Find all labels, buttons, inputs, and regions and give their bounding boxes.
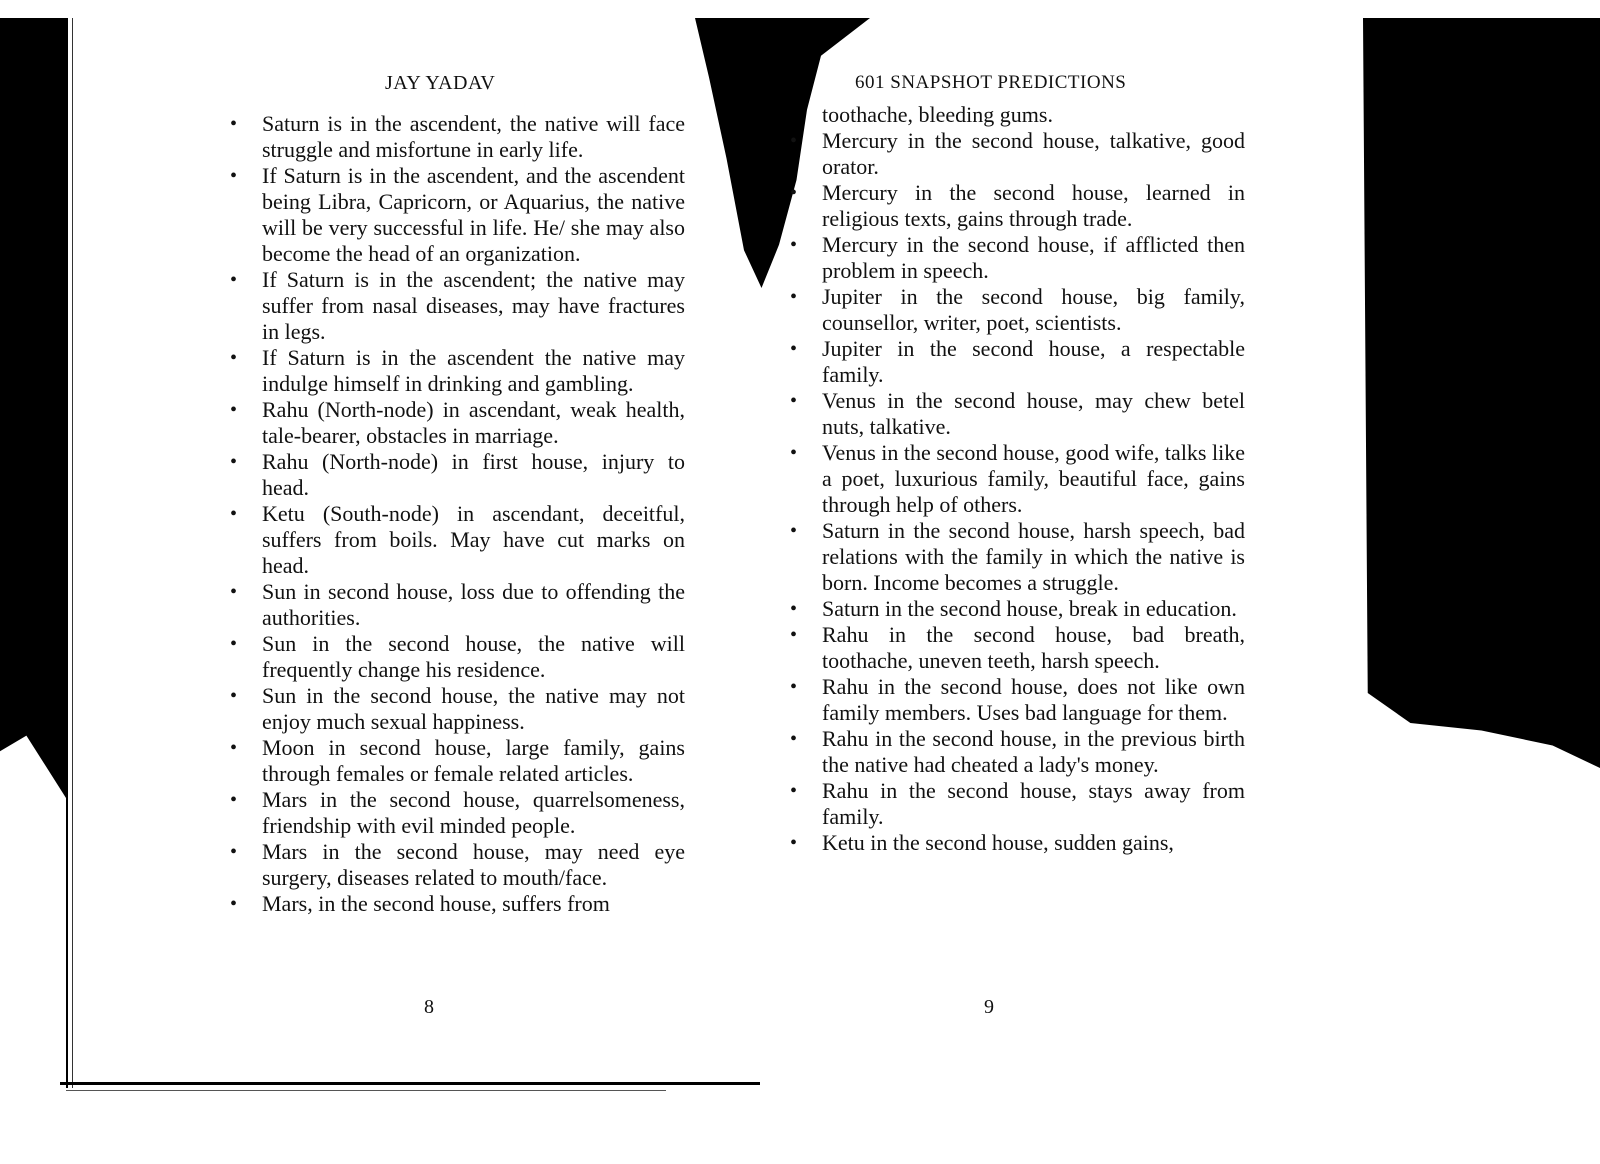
- scan-bottom-edge: [66, 1090, 666, 1091]
- list-item: [790, 830, 1245, 856]
- running-head: 601 SNAPSHOT PREDICTIONS: [855, 72, 1127, 93]
- page-number: 9: [984, 996, 994, 1018]
- list-item-text: • If Saturn is in the ascendent; the native may suffer from nasal diseases, may have fractures in legs.: [262, 267, 685, 344]
- list-item-text: • If Saturn is in the ascendent the native may indulge himself in drinking and gambling.: [262, 345, 685, 396]
- bullet-list: [790, 102, 1245, 856]
- list-item: [790, 726, 1245, 778]
- list-item: [230, 787, 685, 839]
- list-item: [230, 579, 685, 631]
- list-item: [790, 180, 1245, 232]
- list-item-text: • Jupiter in the second house, a respectable family.: [822, 336, 1245, 387]
- list-item: [790, 388, 1245, 440]
- list-item-text: • Rahu in the second house, in the previous birth the native had cheated a lady's money.: [822, 726, 1245, 777]
- page-number: 8: [424, 996, 434, 1018]
- list-item: [230, 267, 685, 345]
- list-item-text: • Mercury in the second house, if afflicted then problem in speech.: [822, 232, 1245, 283]
- list-item: [230, 345, 685, 397]
- list-item-text: • Venus in the second house, may chew betel nuts, talkative.: [822, 388, 1245, 439]
- list-item-text: • Mars in the second house, may need eye surgery, diseases related to mouth/face.: [262, 839, 685, 890]
- list-item: [230, 631, 685, 683]
- list-item: [230, 163, 685, 267]
- scan-bottom-edge: [60, 1082, 760, 1085]
- list-item: [790, 778, 1245, 830]
- list-item: [790, 518, 1245, 596]
- list-item: [790, 232, 1245, 284]
- list-item-text: • Jupiter in the second house, big family, counsellor, writer, poet, scientists.: [822, 284, 1245, 335]
- list-item: [230, 449, 685, 501]
- list-item: [790, 284, 1245, 336]
- scan-shadow-left: [0, 18, 66, 798]
- list-item-text: • Saturn is in the ascendent, the native will face struggle and misfortune in early life.: [262, 111, 685, 162]
- list-item-text: • Rahu in the second house, stays away from family.: [822, 778, 1245, 829]
- scan-edge-line: [66, 18, 68, 1088]
- list-item-text: • Mercury in the second house, talkative, good orator.: [822, 128, 1245, 179]
- list-item: [790, 440, 1245, 518]
- list-item-text: • Venus in the second house, good wife, talks like a poet, luxurious family, beautiful face, gains through help of others.: [822, 440, 1245, 517]
- list-item: [230, 891, 685, 917]
- list-item-text: • Sun in second house, loss due to offending the authorities.: [262, 579, 685, 630]
- list-item: [230, 111, 685, 163]
- list-item: [790, 336, 1245, 388]
- list-item-text: • Moon in second house, large family, gains through females or female related articles.: [262, 735, 685, 786]
- list-item-text: • Saturn in the second house, harsh speech, bad relations with the family in which the native is born. Income becomes a struggle.: [822, 518, 1245, 595]
- list-item-text: • Rahu (North-node) in ascendant, weak health, tale-bearer, obstacles in marriage.: [262, 397, 685, 448]
- list-item-text: • Mars, in the second house, suffers from: [262, 891, 610, 916]
- list-item-text: • Sun in the second house, the native will frequently change his residence.: [262, 631, 685, 682]
- list-item-text: • Ketu (South-node) in ascendant, deceitful, suffers from boils. May have cut marks on head.: [262, 501, 685, 578]
- list-item-continuation: [790, 102, 1245, 128]
- list-item-text: • Mercury in the second house, learned in religious texts, gains through trade.: [822, 180, 1245, 231]
- list-item: [230, 397, 685, 449]
- list-item: [230, 735, 685, 787]
- list-item-text: • Saturn in the second house, break in education.: [822, 596, 1237, 621]
- bullet-list: [230, 111, 685, 917]
- scan-edge-line: [72, 18, 73, 1088]
- list-item-text: • If Saturn is in the ascendent, and the ascendent being Libra, Capricorn, or Aquarius, the native will be very successful in life. He/ she may also become the head of an organization.: [262, 163, 685, 266]
- list-item: [230, 683, 685, 735]
- list-item-text: • Rahu in the second house, bad breath, toothache, uneven teeth, harsh speech.: [822, 622, 1245, 673]
- list-item-text: • Ketu in the second house, sudden gains,: [822, 830, 1174, 855]
- list-item: [790, 622, 1245, 674]
- list-item-text: • Rahu in the second house, does not like own family members. Uses bad language for them.: [822, 674, 1245, 725]
- scan-shadow-right: [1363, 18, 1600, 768]
- list-item: [790, 128, 1245, 180]
- list-item-text: • Rahu (North-node) in first house, injury to head.: [262, 449, 685, 500]
- running-head: JAY YADAV: [385, 72, 496, 94]
- list-item-text: toothache, bleeding gums.: [822, 102, 1053, 127]
- list-item: [230, 839, 685, 891]
- list-item: [790, 674, 1245, 726]
- list-item: [790, 596, 1245, 622]
- list-item-text: • Sun in the second house, the native may not enjoy much sexual happiness.: [262, 683, 685, 734]
- list-item-text: • Mars in the second house, quarrelsomeness, friendship with evil minded people.: [262, 787, 685, 838]
- list-item: [230, 501, 685, 579]
